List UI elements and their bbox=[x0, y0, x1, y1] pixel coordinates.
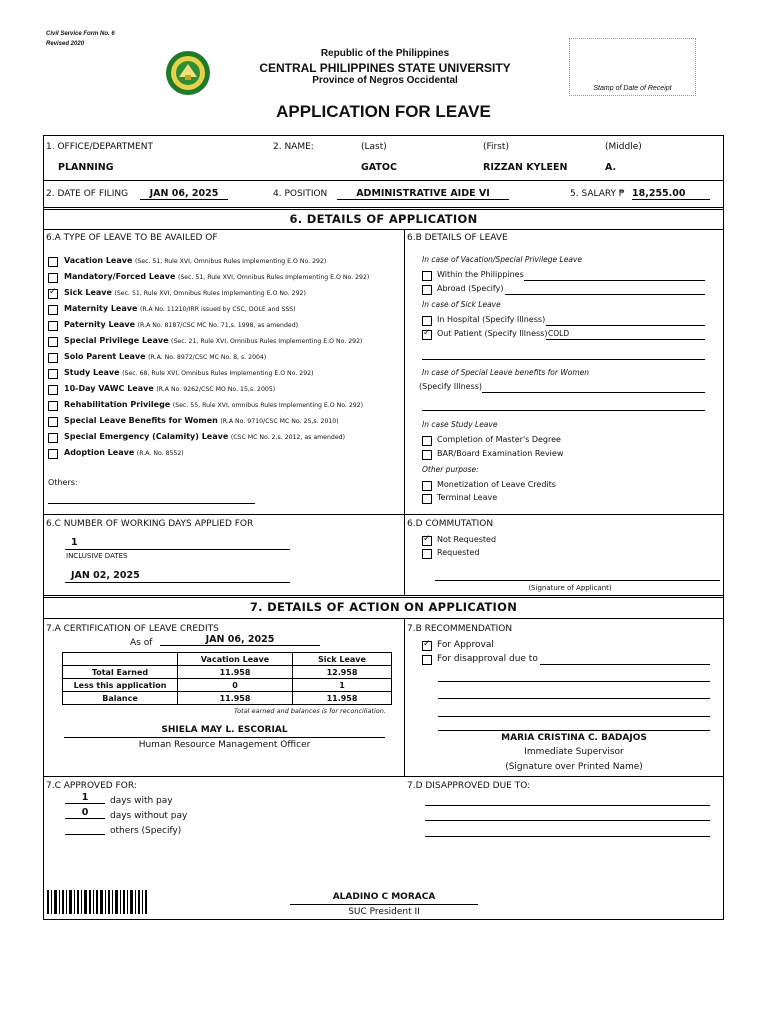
leave-credits-table bbox=[62, 652, 392, 705]
first-name-label: (First) bbox=[483, 142, 509, 152]
check-mark-icon: ✓ bbox=[423, 639, 431, 649]
receipt-stamp-box bbox=[569, 38, 696, 96]
leave-checkbox[interactable] bbox=[48, 369, 58, 379]
leave-ref: (R.A No. 11210/IRR issued by CSC, DOLE and SSS) bbox=[139, 306, 296, 313]
leave-item bbox=[64, 432, 345, 441]
leave-name: Mandatory/Forced Leave bbox=[64, 272, 176, 281]
leave-item bbox=[64, 336, 362, 345]
office-label: 1. OFFICE/DEPARTMENT bbox=[46, 142, 153, 152]
requested-label: Requested bbox=[437, 548, 480, 557]
inclusive-dates-label: INCLUSIVE DATES bbox=[66, 552, 128, 560]
president-title: SUC President II bbox=[348, 907, 420, 917]
applicant-signature-line[interactable] bbox=[435, 580, 720, 581]
applicant-signature-label: (Signature of Applicant) bbox=[528, 584, 612, 592]
leave-name: 10-Day VAWC Leave bbox=[64, 384, 154, 393]
leave-checkbox[interactable] bbox=[48, 417, 58, 427]
form-number: Civil Service Form No. 6 bbox=[46, 31, 115, 37]
republic-line: Republic of the Philippines bbox=[320, 48, 450, 59]
sick-extra-line[interactable] bbox=[422, 359, 705, 360]
leave-name: Adoption Leave bbox=[64, 448, 135, 457]
monetization-label: Monetization of Leave Credits bbox=[437, 480, 556, 489]
table-cell: 11.958 bbox=[178, 666, 293, 679]
leave-item bbox=[64, 288, 306, 297]
others-specify-field[interactable] bbox=[65, 834, 105, 835]
university-seal-logo bbox=[165, 50, 211, 96]
leave-item bbox=[64, 320, 298, 329]
leave-name: Paternity Leave bbox=[64, 320, 136, 329]
disapproval-reason-field[interactable] bbox=[540, 664, 710, 665]
requested-checkbox[interactable] bbox=[422, 549, 432, 559]
leave-checkbox[interactable] bbox=[48, 353, 58, 363]
6a-title: 6.A TYPE OF LEAVE TO BE AVAILED OF bbox=[46, 233, 218, 243]
leave-ref: (Sec. 51, Rule XVI, Omnibus Rules Implementing E.O No. 292) bbox=[134, 258, 327, 265]
bar-review-checkbox[interactable] bbox=[422, 450, 432, 460]
check-mark-icon: ✓ bbox=[423, 328, 431, 338]
salary-value[interactable]: 18,255.00 bbox=[632, 188, 710, 200]
leave-checkbox[interactable] bbox=[48, 257, 58, 267]
hr-officer-title: Human Resource Management Officer bbox=[138, 740, 311, 750]
table-cell: Balance bbox=[63, 692, 178, 705]
masters-checkbox[interactable] bbox=[422, 436, 432, 446]
as-of-label: As of bbox=[130, 638, 153, 648]
middle-name-value[interactable]: A. bbox=[605, 162, 617, 173]
abroad-field[interactable] bbox=[505, 294, 705, 295]
for-disapproval-label: For disapproval due to bbox=[437, 654, 538, 664]
position-label: 4. POSITION bbox=[273, 189, 328, 199]
filing-date-value[interactable]: JAN 06, 2025 bbox=[140, 188, 228, 200]
table-cell: 11.958 bbox=[293, 692, 392, 705]
supervisor-title: Immediate Supervisor bbox=[524, 747, 624, 757]
6c-title: 6.C NUMBER OF WORKING DAYS APPLIED FOR bbox=[46, 519, 254, 529]
leave-name: Study Leave bbox=[64, 368, 120, 377]
leave-checkbox[interactable] bbox=[48, 305, 58, 315]
leave-ref: (Sec. 21, Rule XVI, Omnibus Rules Implementing E.O No. 292) bbox=[171, 338, 363, 345]
leave-item bbox=[64, 400, 363, 409]
table-header-cell bbox=[63, 653, 178, 666]
disapproved-reason-field[interactable] bbox=[425, 805, 710, 806]
as-of-value[interactable]: JAN 06, 2025 bbox=[160, 634, 320, 646]
women-specify-field[interactable] bbox=[482, 392, 705, 393]
days-without-pay-label: days without pay bbox=[110, 811, 188, 821]
table-cell: Total Earned bbox=[63, 666, 178, 679]
leave-checkbox[interactable] bbox=[48, 401, 58, 411]
7a-title: 7.A CERTIFICATION OF LEAVE CREDITS bbox=[46, 624, 219, 634]
in-hospital-field[interactable] bbox=[546, 325, 705, 326]
masters-label: Completion of Master's Degree bbox=[437, 435, 561, 444]
leave-checkbox[interactable] bbox=[48, 385, 58, 395]
leave-ref: (R.A No. 9262/CSC MO No. 15,s. 2005) bbox=[156, 386, 276, 393]
within-ph-field[interactable] bbox=[524, 280, 705, 281]
not-requested-checkbox[interactable] bbox=[422, 536, 432, 546]
table-header-row bbox=[63, 653, 392, 666]
others-field[interactable] bbox=[48, 503, 255, 504]
middle-name-label: (Middle) bbox=[605, 142, 642, 152]
inclusive-dates-value[interactable]: JAN 02, 2025 bbox=[71, 570, 140, 581]
leave-name: Special Emergency (Calamity) Leave bbox=[64, 432, 229, 441]
7b-title: 7.B RECOMMENDATION bbox=[407, 624, 513, 634]
president-name: ALADINO C MORACA bbox=[332, 892, 436, 902]
days-with-pay-label: days with pay bbox=[110, 796, 173, 806]
within-ph-checkbox[interactable] bbox=[422, 271, 432, 281]
credits-note: Total earned and balances is for reconciliation. bbox=[234, 707, 386, 715]
out-patient-label: Out Patient (Specify Illness) bbox=[437, 329, 548, 338]
in-hospital-label: In Hospital (Specify Illness) bbox=[437, 315, 546, 324]
leave-ref: (R.A. No. 8972/CSC MC No. 8, s. 2004) bbox=[148, 354, 267, 361]
in-hospital-checkbox[interactable] bbox=[422, 316, 432, 326]
table-row bbox=[63, 692, 392, 705]
out-patient-value[interactable]: COLD bbox=[548, 329, 570, 338]
leave-checkbox[interactable] bbox=[48, 433, 58, 443]
leave-name: Sick Leave bbox=[64, 288, 112, 297]
position-value[interactable]: ADMINISTRATIVE AIDE VI bbox=[337, 188, 509, 200]
form-revision: Revised 2020 bbox=[46, 41, 85, 47]
leave-ref: (Sec. 55, Rule XVI, omnibus Rules Implementing E.O No. 292) bbox=[172, 402, 364, 409]
check-mark-icon: ✓ bbox=[423, 534, 431, 544]
leave-name: Special Privilege Leave bbox=[64, 336, 169, 345]
office-value[interactable]: PLANNING bbox=[58, 162, 114, 173]
out-patient-checkbox[interactable] bbox=[422, 330, 432, 340]
supervisor-signature-label: (Signature over Printed Name) bbox=[505, 762, 643, 772]
table-cell: 1 bbox=[293, 679, 392, 692]
form-title: APPLICATION FOR LEAVE bbox=[276, 102, 491, 121]
leave-checkbox[interactable] bbox=[48, 289, 58, 299]
leave-name: Maternity Leave bbox=[64, 304, 138, 313]
leave-item bbox=[64, 416, 339, 425]
leave-item bbox=[64, 352, 266, 361]
table-cell: 12.958 bbox=[293, 666, 392, 679]
leave-checkbox[interactable] bbox=[48, 273, 58, 283]
women-heading: In case of Special Leave benefits for Women bbox=[422, 368, 590, 377]
name-label: 2. NAME: bbox=[273, 142, 314, 152]
working-days-value[interactable]: 1 bbox=[71, 537, 78, 548]
table-cell: 0 bbox=[178, 679, 293, 692]
last-name-value[interactable]: GATOC bbox=[361, 162, 397, 173]
leave-item bbox=[64, 272, 369, 281]
barcode bbox=[47, 890, 147, 914]
leave-item bbox=[64, 368, 314, 377]
vacation-heading: In case of Vacation/Special Privilege Leave bbox=[422, 255, 582, 264]
leave-name: Solo Parent Leave bbox=[64, 352, 146, 361]
7c-title: 7.C APPROVED FOR: bbox=[46, 781, 137, 791]
first-name-value[interactable]: RIZZAN KYLEEN bbox=[483, 162, 568, 173]
province-line: Province of Negros Occidental bbox=[312, 75, 458, 86]
table-cell: Less this application bbox=[63, 679, 178, 692]
women-specify-label: (Specify Illness) bbox=[419, 382, 483, 391]
leave-name: Special Leave Benefits for Women bbox=[64, 416, 218, 425]
study-heading: In case Study Leave bbox=[422, 420, 498, 429]
leave-ref: (Sec. 51, Rule XVI, Omnibus Rules Implementing E.O No. 292) bbox=[114, 290, 306, 297]
others-label: Others: bbox=[48, 478, 78, 487]
leave-ref: (R.A No. 8187/CSC MC No. 71,s. 1998, as amended) bbox=[137, 322, 299, 329]
leave-item bbox=[64, 448, 184, 457]
terminal-leave-label: Terminal Leave bbox=[437, 493, 498, 502]
leave-checkbox[interactable] bbox=[48, 337, 58, 347]
leave-item bbox=[64, 304, 296, 313]
7d-title: 7.D DISAPPROVED DUE TO: bbox=[407, 781, 531, 791]
leave-name: Vacation Leave bbox=[64, 256, 133, 265]
stamp-label: Stamp of Date of Receipt bbox=[593, 85, 672, 92]
leave-name: Rehabilitation Privilege bbox=[64, 400, 171, 409]
check-mark-icon: ✓ bbox=[49, 287, 57, 297]
university-name: CENTRAL PHILIPPINES STATE UNIVERSITY bbox=[259, 61, 511, 75]
leave-ref: (CSC MC No. 2,s. 2012, as amended) bbox=[230, 434, 345, 441]
6d-title: 6.D COMMUTATION bbox=[407, 519, 494, 529]
table-header-cell: Sick Leave bbox=[293, 653, 392, 666]
table-cell: 11.958 bbox=[178, 692, 293, 705]
for-approval-label: For Approval bbox=[437, 640, 494, 650]
terminal-leave-checkbox[interactable] bbox=[422, 494, 432, 504]
bar-review-label: BAR/Board Examination Review bbox=[437, 449, 564, 458]
leave-ref: (R.A. No. 8552) bbox=[136, 450, 184, 457]
days-without-pay-value[interactable]: 0 bbox=[65, 807, 105, 819]
table-header-cell: Vacation Leave bbox=[178, 653, 293, 666]
table-row bbox=[63, 666, 392, 679]
abroad-label: Abroad (Specify) bbox=[437, 284, 504, 293]
filing-date-label: 2. DATE OF FILING bbox=[46, 189, 129, 199]
sick-heading: In case of Sick Leave bbox=[422, 300, 501, 309]
leave-checkbox[interactable] bbox=[48, 321, 58, 331]
salary-label: 5. SALARY ₱ bbox=[570, 189, 625, 199]
leave-ref: (R.A No. 9710/CSC MC No. 25,s. 2010) bbox=[220, 418, 339, 425]
leave-checkbox[interactable] bbox=[48, 449, 58, 459]
section-6-title: 6. DETAILS OF APPLICATION bbox=[289, 212, 478, 226]
others-specify-label: others (Specify) bbox=[110, 826, 182, 836]
not-requested-label: Not Requested bbox=[437, 535, 497, 544]
leave-ref: (Sec. 68, Rule XVI, Omnibus Rules Implementing E.O No. 292) bbox=[122, 370, 314, 377]
hr-officer-name: SHIELA MAY L. ESCORIAL bbox=[161, 725, 288, 735]
section-7-title: 7. DETAILS OF ACTION ON APPLICATION bbox=[249, 600, 518, 614]
within-ph-label: Within the Philippines bbox=[437, 270, 524, 279]
leave-item bbox=[64, 256, 326, 265]
leave-item bbox=[64, 384, 275, 393]
abroad-checkbox[interactable] bbox=[422, 285, 432, 295]
for-approval-checkbox[interactable] bbox=[422, 641, 432, 651]
supervisor-name: MARIA CRISTINA C. BADAJOS bbox=[501, 733, 647, 743]
days-with-pay-value[interactable]: 1 bbox=[65, 792, 105, 804]
6b-title: 6.B DETAILS OF LEAVE bbox=[407, 233, 508, 243]
monetization-checkbox[interactable] bbox=[422, 481, 432, 491]
last-name-label: (Last) bbox=[361, 142, 387, 152]
table-row bbox=[63, 679, 392, 692]
for-disapproval-checkbox[interactable] bbox=[422, 655, 432, 665]
leave-ref: (Sec. 51, Rule XVI, Omnibus Rules Implementing E.O No. 292) bbox=[177, 274, 370, 281]
other-purpose-heading: Other purpose: bbox=[422, 465, 479, 474]
